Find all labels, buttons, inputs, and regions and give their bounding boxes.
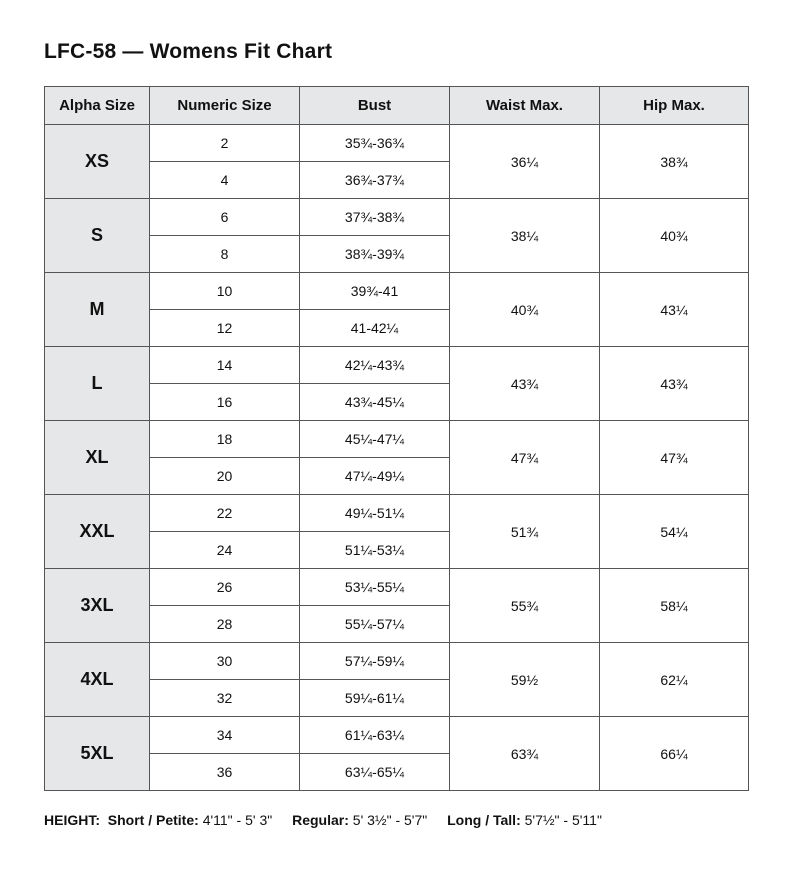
waist-cell: 40¾ — [450, 273, 600, 347]
table-row — [45, 347, 749, 384]
bust-cell: 35¾-36¾ — [300, 125, 450, 162]
alpha-size-cell: XS — [45, 125, 150, 199]
numeric-size-cell: 8 — [150, 236, 300, 273]
waist-cell: 36¼ — [450, 125, 600, 199]
bust-cell: 45¼-47¼ — [300, 421, 450, 458]
alpha-size-cell: 3XL — [45, 569, 150, 643]
hip-cell: 66¼ — [600, 717, 749, 791]
numeric-size-cell: 26 — [150, 569, 300, 606]
table-row — [45, 569, 749, 606]
table-row — [45, 495, 749, 532]
hip-cell: 43¾ — [600, 347, 749, 421]
numeric-size-cell: 36 — [150, 754, 300, 791]
height-tall-value: 5'7½" - 5'11" — [524, 812, 602, 828]
table-row — [45, 125, 749, 162]
numeric-size-cell: 14 — [150, 347, 300, 384]
bust-cell: 42¼-43¾ — [300, 347, 450, 384]
alpha-size-cell: L — [45, 347, 150, 421]
numeric-size-cell: 2 — [150, 125, 300, 162]
bust-cell: 38¾-39¾ — [300, 236, 450, 273]
numeric-size-cell: 18 — [150, 421, 300, 458]
header-bust: Bust — [300, 87, 450, 125]
numeric-size-cell: 10 — [150, 273, 300, 310]
height-regular-name: Regular: — [292, 812, 349, 828]
table-row — [45, 273, 749, 310]
bust-cell: 47¼-49¼ — [300, 458, 450, 495]
hip-cell: 54¼ — [600, 495, 749, 569]
bust-cell: 55¼-57¼ — [300, 606, 450, 643]
hip-cell: 47¾ — [600, 421, 749, 495]
numeric-size-cell: 16 — [150, 384, 300, 421]
page-title: LFC-58 — Womens Fit Chart — [44, 40, 333, 63]
numeric-size-cell: 28 — [150, 606, 300, 643]
table-row — [45, 643, 749, 680]
numeric-size-cell: 32 — [150, 680, 300, 717]
bust-cell: 36¾-37¾ — [300, 162, 450, 199]
bust-cell: 51¼-53¼ — [300, 532, 450, 569]
bust-cell: 57¼-59¼ — [300, 643, 450, 680]
bust-cell: 61¼-63¼ — [300, 717, 450, 754]
height-tall-name: Long / Tall: — [447, 812, 521, 828]
numeric-size-cell: 6 — [150, 199, 300, 236]
alpha-size-cell: XL — [45, 421, 150, 495]
waist-cell: 51¾ — [450, 495, 600, 569]
waist-cell: 63¾ — [450, 717, 600, 791]
waist-cell: 59½ — [450, 643, 600, 717]
alpha-size-cell: M — [45, 273, 150, 347]
numeric-size-cell: 34 — [150, 717, 300, 754]
numeric-size-cell: 22 — [150, 495, 300, 532]
waist-cell: 55¾ — [450, 569, 600, 643]
bust-cell: 59¼-61¼ — [300, 680, 450, 717]
alpha-size-cell: XXL — [45, 495, 150, 569]
size-chart-body — [45, 125, 749, 791]
numeric-size-cell: 20 — [150, 458, 300, 495]
bust-cell: 39¾-41 — [300, 273, 450, 310]
bust-cell: 41-42¼ — [300, 310, 450, 347]
bust-cell: 53¼-55¼ — [300, 569, 450, 606]
size-chart-table — [44, 86, 749, 791]
hip-cell: 43¼ — [600, 273, 749, 347]
height-label: HEIGHT: — [44, 812, 100, 828]
height-legend — [44, 812, 602, 828]
header-alpha-size: Alpha Size — [45, 87, 150, 125]
height-short-name: Short / Petite: — [107, 812, 199, 828]
numeric-size-cell: 4 — [150, 162, 300, 199]
bust-cell: 43¾-45¼ — [300, 384, 450, 421]
waist-cell: 43¾ — [450, 347, 600, 421]
height-short-value: 4'11" - 5' 3" — [202, 812, 273, 828]
numeric-size-cell: 24 — [150, 532, 300, 569]
alpha-size-cell: 4XL — [45, 643, 150, 717]
table-row — [45, 421, 749, 458]
bust-cell: 49¼-51¼ — [300, 495, 450, 532]
header-waist-max: Waist Max. — [450, 87, 600, 125]
header-numeric-size: Numeric Size — [150, 87, 300, 125]
hip-cell: 38¾ — [600, 125, 749, 199]
table-row — [45, 199, 749, 236]
numeric-size-cell: 30 — [150, 643, 300, 680]
alpha-size-cell: S — [45, 199, 150, 273]
hip-cell: 58¼ — [600, 569, 749, 643]
waist-cell: 47¾ — [450, 421, 600, 495]
table-row — [45, 717, 749, 754]
numeric-size-cell: 12 — [150, 310, 300, 347]
bust-cell: 37¾-38¾ — [300, 199, 450, 236]
header-row — [45, 87, 749, 125]
hip-cell: 62¼ — [600, 643, 749, 717]
waist-cell: 38¼ — [450, 199, 600, 273]
bust-cell: 63¼-65¼ — [300, 754, 450, 791]
alpha-size-cell: 5XL — [45, 717, 150, 791]
header-hip-max: Hip Max. — [600, 87, 749, 125]
height-regular-value: 5' 3½" - 5'7" — [352, 812, 428, 828]
hip-cell: 40¾ — [600, 199, 749, 273]
